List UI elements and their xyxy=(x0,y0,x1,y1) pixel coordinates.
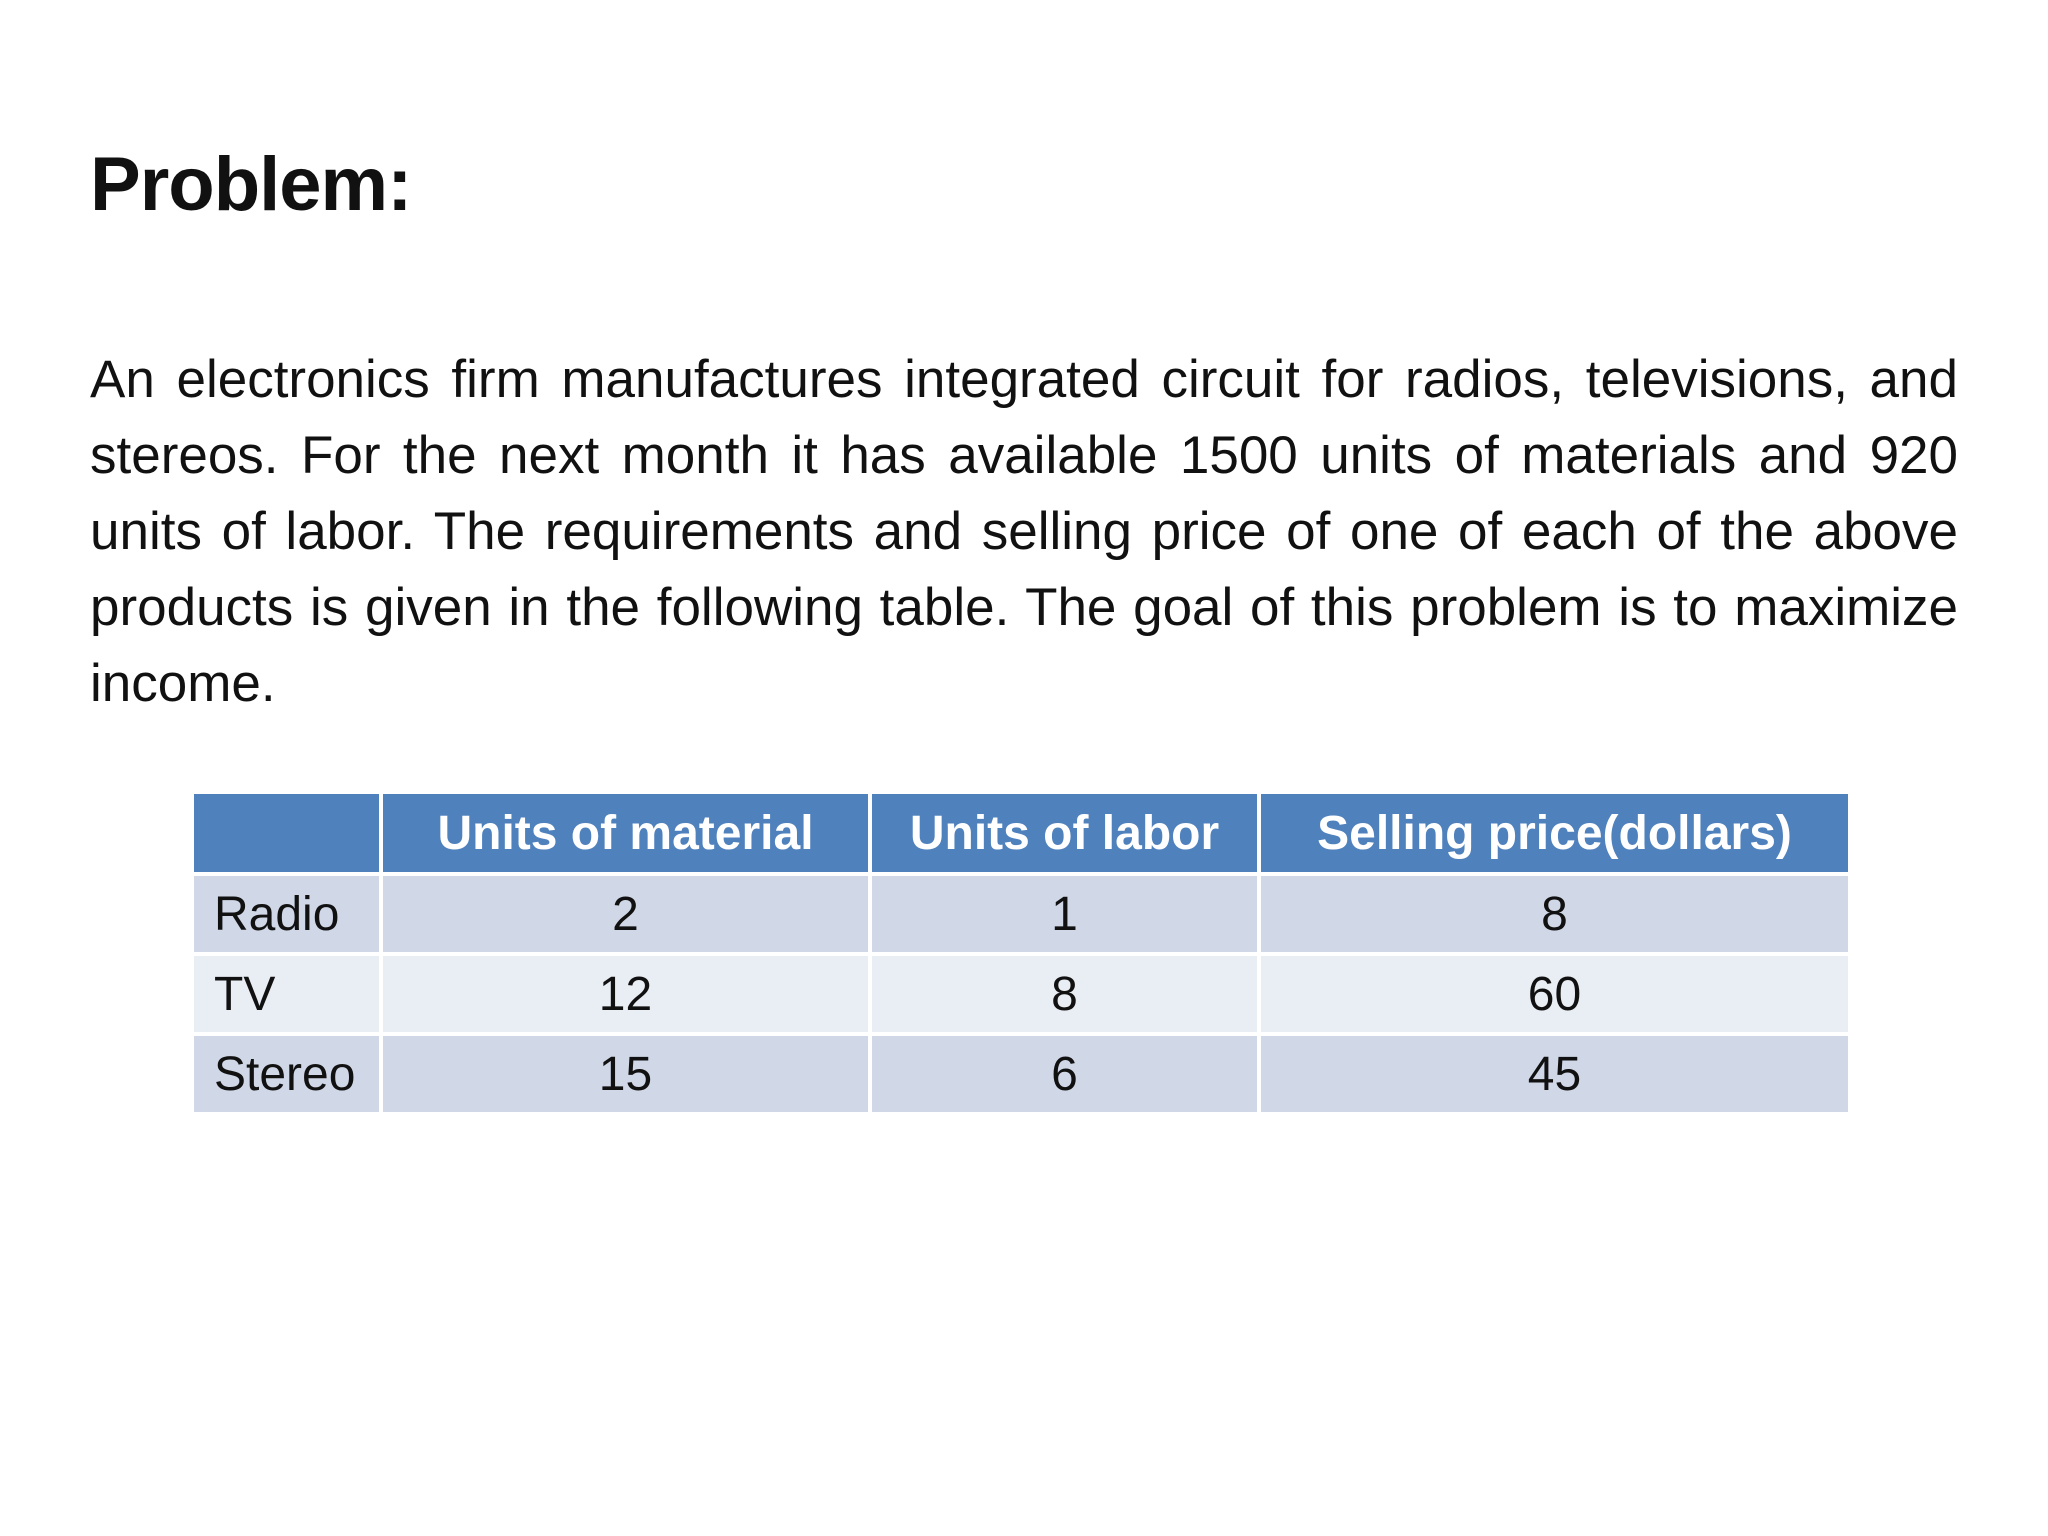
row-label: Stereo xyxy=(192,1034,381,1114)
problem-statement: An electronics firm manufactures integrated circuit for radios, televisions, and stereos. For the next month it has available 1500 units of materials and 920 units of labor. The requirements and selling price of one of each of the above products is given in the following table. The goal of this problem is to maximize income. xyxy=(90,350,1958,713)
header-cell-corner xyxy=(192,792,381,874)
table-row xyxy=(192,954,1850,1034)
cell-labor: 1 xyxy=(870,874,1259,954)
cell-material: 2 xyxy=(381,874,870,954)
row-label: Radio xyxy=(192,874,381,954)
row-label: TV xyxy=(192,954,381,1034)
table-row xyxy=(192,874,1850,954)
table-header-row xyxy=(192,792,1850,874)
cell-labor: 8 xyxy=(870,954,1259,1034)
cell-price: 8 xyxy=(1259,874,1850,954)
header-cell-material: Units of material xyxy=(381,792,870,874)
product-requirements-table xyxy=(190,790,1852,1116)
cell-labor: 6 xyxy=(870,1034,1259,1114)
cell-price: 45 xyxy=(1259,1034,1850,1114)
cell-material: 15 xyxy=(381,1034,870,1114)
cell-price: 60 xyxy=(1259,954,1850,1034)
slide-title: Problem: xyxy=(90,142,412,227)
cell-material: 12 xyxy=(381,954,870,1034)
header-cell-price: Selling price(dollars) xyxy=(1259,792,1850,874)
table-row xyxy=(192,1034,1850,1114)
header-cell-labor: Units of labor xyxy=(870,792,1259,874)
